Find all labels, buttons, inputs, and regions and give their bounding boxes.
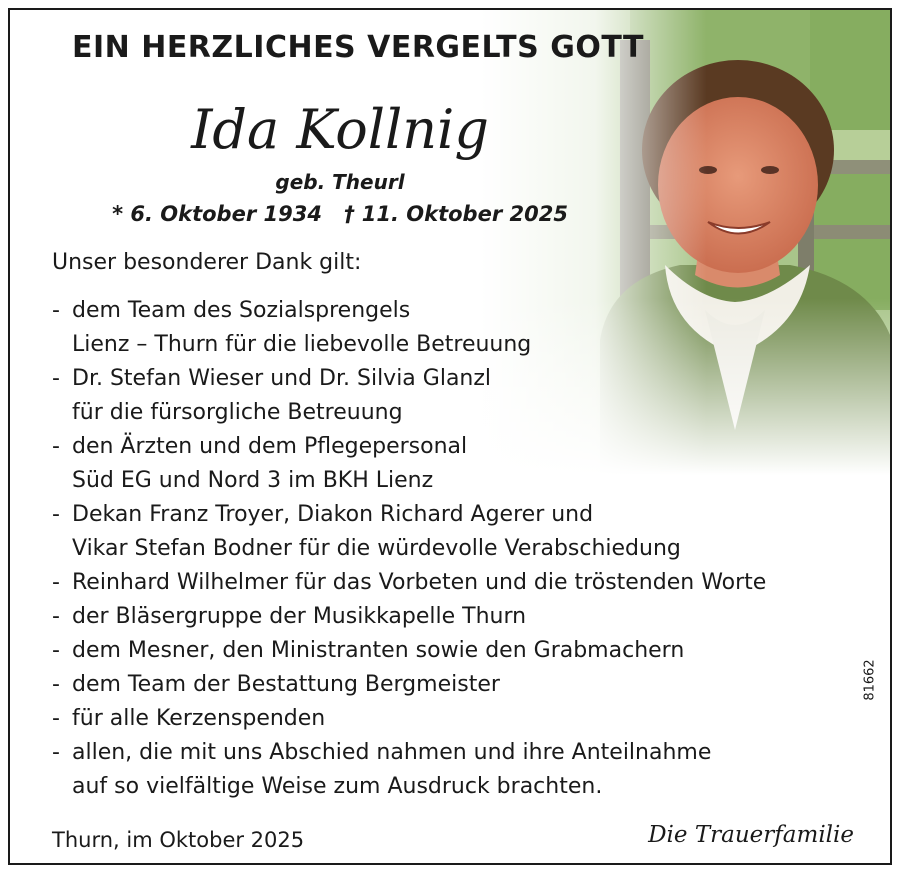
thanks-item: - dem Team des Sozialsprengels Lienz – Thurn für die liebevolle Betreuung bbox=[52, 294, 766, 362]
thanks-item: - Reinhard Wilhelmer für das Vorbeten und die tröstenden Worte bbox=[52, 566, 766, 600]
list-dash: - bbox=[52, 570, 60, 595]
thanks-item: - Dr. Stefan Wieser und Dr. Silvia Glanzl für die fürsorgliche Betreuung bbox=[52, 362, 766, 430]
list-dash: - bbox=[52, 298, 60, 323]
thanks-item: - den Ärzten und dem Pflegepersonal Süd EG und Nord 3 im BKH Lienz bbox=[52, 430, 766, 498]
thanks-item: - für alle Kerzenspenden bbox=[52, 702, 766, 736]
signature: Die Trauerfamilie bbox=[648, 822, 854, 848]
life-dates bbox=[10, 202, 670, 226]
ad-code: 81662 bbox=[862, 659, 878, 701]
death-date: † 11. Oktober 2025 bbox=[343, 202, 568, 226]
list-dash: - bbox=[52, 604, 60, 629]
heading: EIN HERZLICHES VERGELTS GOTT bbox=[72, 30, 644, 65]
list-dash: - bbox=[52, 672, 60, 697]
thanks-item: - der Bläsergruppe der Musikkapelle Thurn bbox=[52, 600, 766, 634]
list-dash: - bbox=[52, 706, 60, 731]
thanks-item: - dem Team der Bestattung Bergmeister bbox=[52, 668, 766, 702]
thanks-item: - dem Mesner, den Ministranten sowie den Grabmachern bbox=[52, 634, 766, 668]
deceased-name: Ida Kollnig bbox=[191, 98, 489, 161]
obituary-card bbox=[8, 8, 892, 865]
thanks-item: - Dekan Franz Troyer, Diakon Richard Agerer und Vikar Stefan Bodner für die würdevolle Verabschiedung bbox=[52, 498, 766, 566]
list-dash: - bbox=[52, 740, 60, 765]
list-dash: - bbox=[52, 502, 60, 527]
list-dash: - bbox=[52, 434, 60, 459]
birth-date: * 6. Oktober 1934 bbox=[112, 202, 322, 226]
thanks-intro: Unser besonderer Dank gilt: bbox=[52, 250, 362, 275]
list-dash: - bbox=[52, 638, 60, 663]
maiden-name: geb. Theurl bbox=[275, 170, 405, 194]
thanks-item: - allen, die mit uns Abschied nahmen und ihre Anteilnahme auf so vielfältige Weise zum Ausdruck brachten. bbox=[52, 736, 766, 804]
thanks-list bbox=[52, 294, 766, 804]
list-dash: - bbox=[52, 366, 60, 391]
place-date: Thurn, im Oktober 2025 bbox=[52, 828, 305, 852]
